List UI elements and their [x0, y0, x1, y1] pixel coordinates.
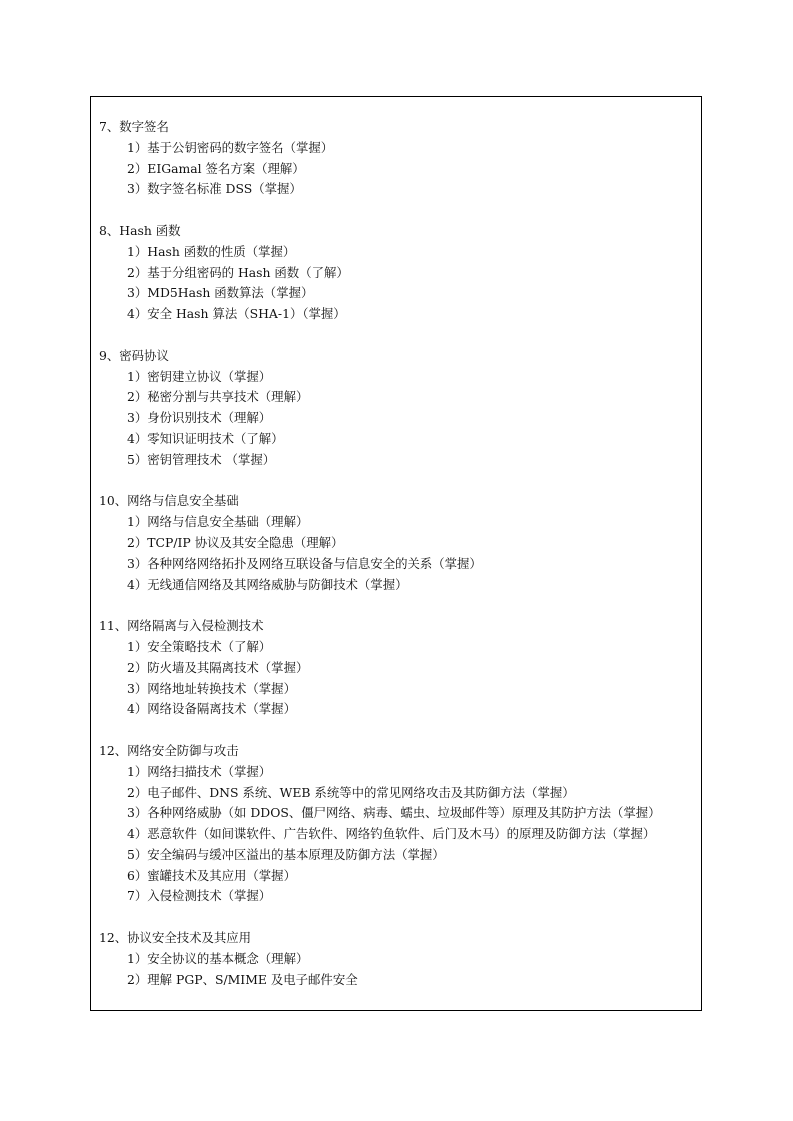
section-heading: 8、Hash 函数	[99, 222, 181, 238]
list-item: 4）恶意软件（如间谍软件、广告软件、网络钓鱼软件、后门及木马）的原理及防御方法（掌握）	[127, 826, 656, 842]
list-item: 3）网络地址转换技术（掌握）	[127, 680, 296, 696]
list-item: 2）EIGamal 签名方案（理解）	[127, 160, 305, 176]
list-item: 2）理解 PGP、S/MIME 及电子邮件安全	[127, 971, 358, 987]
list-item: 4）无线通信网络及其网络威胁与防御技术（掌握）	[127, 576, 408, 592]
list-item: 1）Hash 函数的性质（掌握）	[127, 243, 296, 259]
list-item: 4）安全 Hash 算法（SHA-1）（掌握）	[127, 306, 346, 322]
list-item: 3）身份识别技术（理解）	[127, 410, 272, 426]
list-item: 2）电子邮件、DNS 系统、WEB 系统等中的常见网络攻击及其防御方法（掌握）	[127, 784, 575, 800]
list-item: 6）蜜罐技术及其应用（掌握）	[127, 867, 296, 883]
list-item: 2）防火墙及其隔离技术（掌握）	[127, 659, 309, 675]
list-item: 5）密钥管理技术 （掌握）	[127, 451, 276, 467]
list-item: 1）基于公钥密码的数字签名（掌握）	[127, 139, 334, 155]
list-item: 1）安全策略技术（了解）	[127, 638, 272, 654]
content-frame	[90, 96, 702, 1011]
section-network-security-basics	[99, 491, 695, 595]
list-item: 3）MD5Hash 函数算法（掌握）	[127, 285, 314, 301]
section-crypto-protocol	[99, 346, 695, 471]
section-heading: 10、网络与信息安全基础	[99, 493, 239, 509]
section-heading: 7、数字签名	[99, 119, 169, 134]
list-item: 3）各种网络网络拓扑及网络互联设备与信息安全的关系（掌握）	[127, 555, 482, 571]
list-item: 1）安全协议的基本概念（理解）	[127, 950, 309, 966]
section-digital-signature	[99, 117, 695, 200]
list-item: 1）密钥建立协议（掌握）	[127, 368, 272, 384]
list-item: 2）基于分组密码的 Hash 函数（了解）	[127, 264, 349, 280]
section-heading: 12、协议安全技术及其应用	[99, 930, 252, 946]
list-item: 5）安全编码与缓冲区溢出的基本原理及防御方法（掌握）	[127, 846, 445, 862]
list-item: 3）各种网络威胁（如 DDOS、僵尸网络、病毒、蠕虫、垃圾邮件等）原理及其防护方法（掌握）	[127, 805, 661, 821]
section-defense-attack	[99, 741, 695, 907]
list-item: 7）入侵检测技术（掌握）	[127, 888, 272, 904]
list-item: 4）零知识证明技术（了解）	[127, 430, 284, 446]
section-protocol-security	[99, 928, 695, 990]
document-body	[99, 117, 695, 1011]
section-heading: 11、网络隔离与入侵检测技术	[99, 618, 264, 634]
list-item: 3）数字签名标准 DSS（掌握）	[127, 181, 302, 197]
list-item: 4）网络设备隔离技术（掌握）	[127, 701, 296, 717]
list-item: 1）网络与信息安全基础（理解）	[127, 514, 309, 530]
section-heading: 12、网络安全防御与攻击	[99, 742, 239, 758]
section-heading: 9、密码协议	[99, 347, 169, 363]
list-item: 2）秘密分割与共享技术（理解）	[127, 389, 309, 405]
list-item: 1）网络扫描技术（掌握）	[127, 763, 272, 779]
section-isolation-intrusion-detection	[99, 616, 695, 720]
section-hash-function	[99, 221, 695, 325]
list-item: 2）TCP/IP 协议及其安全隐患（理解）	[127, 534, 344, 550]
